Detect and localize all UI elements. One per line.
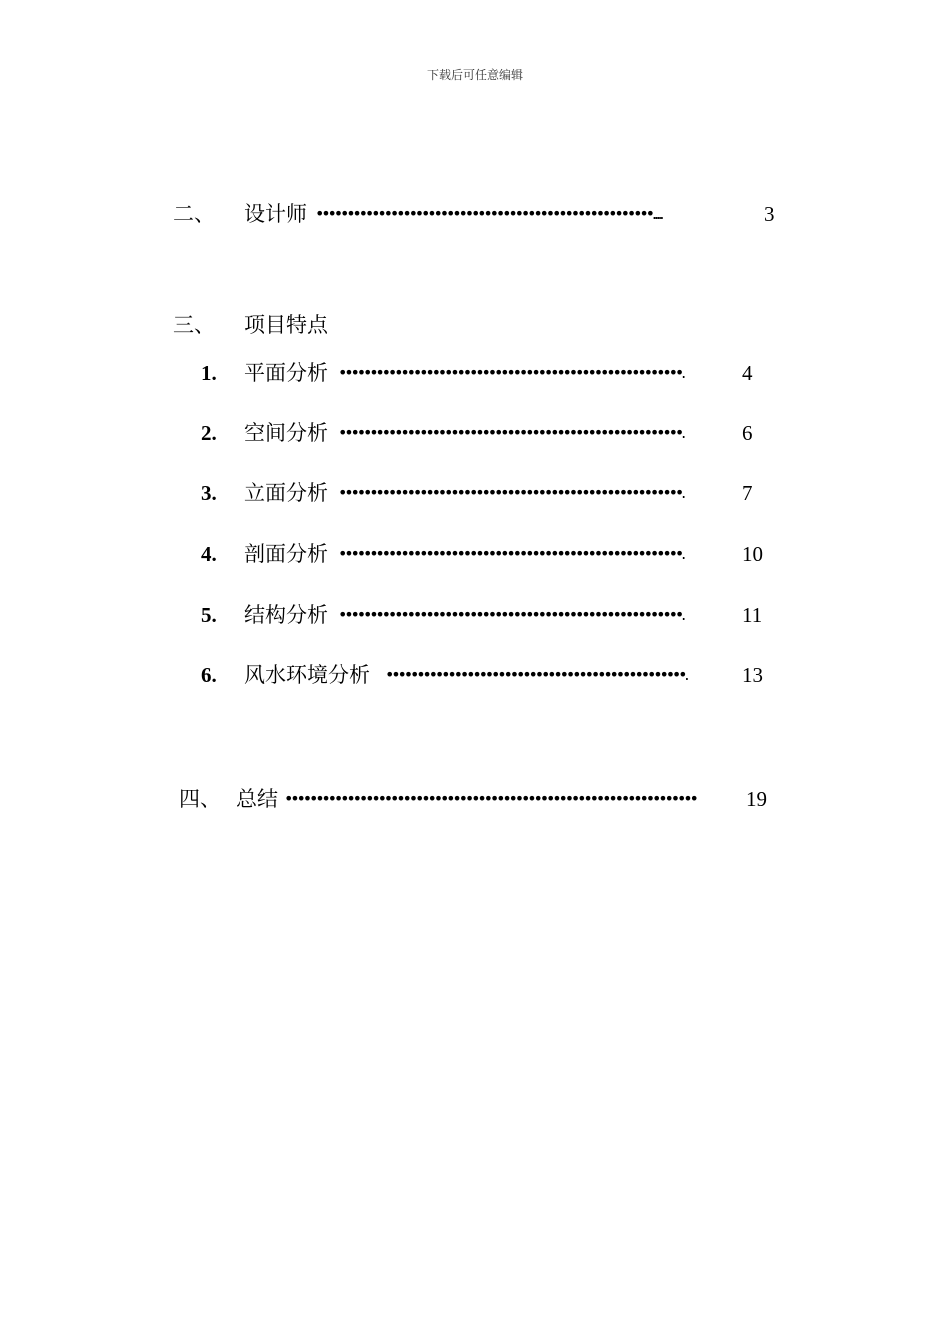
toc-page-number: 10 [742, 542, 763, 566]
toc-entry-title: 立面分析 [244, 481, 328, 505]
toc-item-number: 1. [201, 361, 217, 385]
toc-item-number: 3. [201, 481, 217, 505]
toc-item-number: 6. [201, 663, 217, 687]
toc-entry-title: 平面分析 [244, 361, 328, 385]
toc-entry-title: 剖面分析 [244, 542, 328, 566]
toc-entry-title: 设计师 [244, 202, 307, 226]
toc-dot-leader: •••••••••••••••••••••••••••••••••••••••••••••••••••••••. [338, 544, 683, 563]
toc-subentry-elevation-analysis[interactable] [0, 479, 950, 507]
toc-dot-leader: •••••••••••••••••••••••••••••••••••••••••••••••••••••••. [338, 423, 683, 442]
toc-subentry-space-analysis[interactable] [0, 419, 950, 447]
toc-page-number: 3 [764, 202, 775, 226]
toc-subentry-structure-analysis[interactable] [0, 601, 950, 629]
toc-entry-title: 总结 [236, 787, 278, 811]
toc-page-number: 4 [742, 361, 753, 385]
toc-subentry-section-analysis[interactable] [0, 540, 950, 568]
toc-entry-title: 风水环境分析 [244, 663, 370, 687]
toc-item-number: 2. [201, 421, 217, 445]
toc-section-number: 二、 [173, 202, 215, 226]
header-note: 下载后可任意编辑 [426, 68, 523, 82]
toc-entry-project-features[interactable] [0, 311, 950, 339]
toc-entry-summary[interactable] [0, 785, 950, 813]
toc-dot-leader: ••••••••••••••••••••••••••••••••••••••••••••••••••••••..... [315, 204, 662, 223]
toc-entry-title: 项目特点 [244, 313, 328, 337]
toc-entry-designer[interactable] [0, 200, 950, 228]
toc-page-number: 7 [742, 481, 753, 505]
toc-section-number: 四、 [179, 787, 221, 811]
toc-subentry-plan-analysis[interactable] [0, 359, 950, 387]
toc-item-number: 4. [201, 542, 217, 566]
toc-section-number: 三、 [173, 313, 215, 337]
toc-page-number: 13 [742, 663, 763, 687]
toc-entry-title: 结构分析 [244, 603, 328, 627]
toc-dot-leader: ••••••••••••••••••••••••••••••••••••••••••••••••. [385, 665, 687, 684]
toc-item-number: 5. [201, 603, 217, 627]
toc-page-number: 19 [746, 787, 767, 811]
toc-dot-leader: •••••••••••••••••••••••••••••••••••••••••••••••••••••••. [338, 363, 683, 382]
toc-dot-leader: •••••••••••••••••••••••••••••••••••••••••••••••••••••••. [338, 483, 683, 502]
toc-entry-title: 空间分析 [244, 421, 328, 445]
toc-page-number: 6 [742, 421, 753, 445]
toc-page-number: 11 [742, 603, 763, 627]
toc-dot-leader: •••••••••••••••••••••••••••••••••••••••••••••••••••••••••••••••••• [284, 789, 696, 808]
toc-dot-leader: •••••••••••••••••••••••••••••••••••••••••••••••••••••••. [338, 605, 683, 624]
toc-subentry-fengshui-analysis[interactable] [0, 661, 950, 689]
